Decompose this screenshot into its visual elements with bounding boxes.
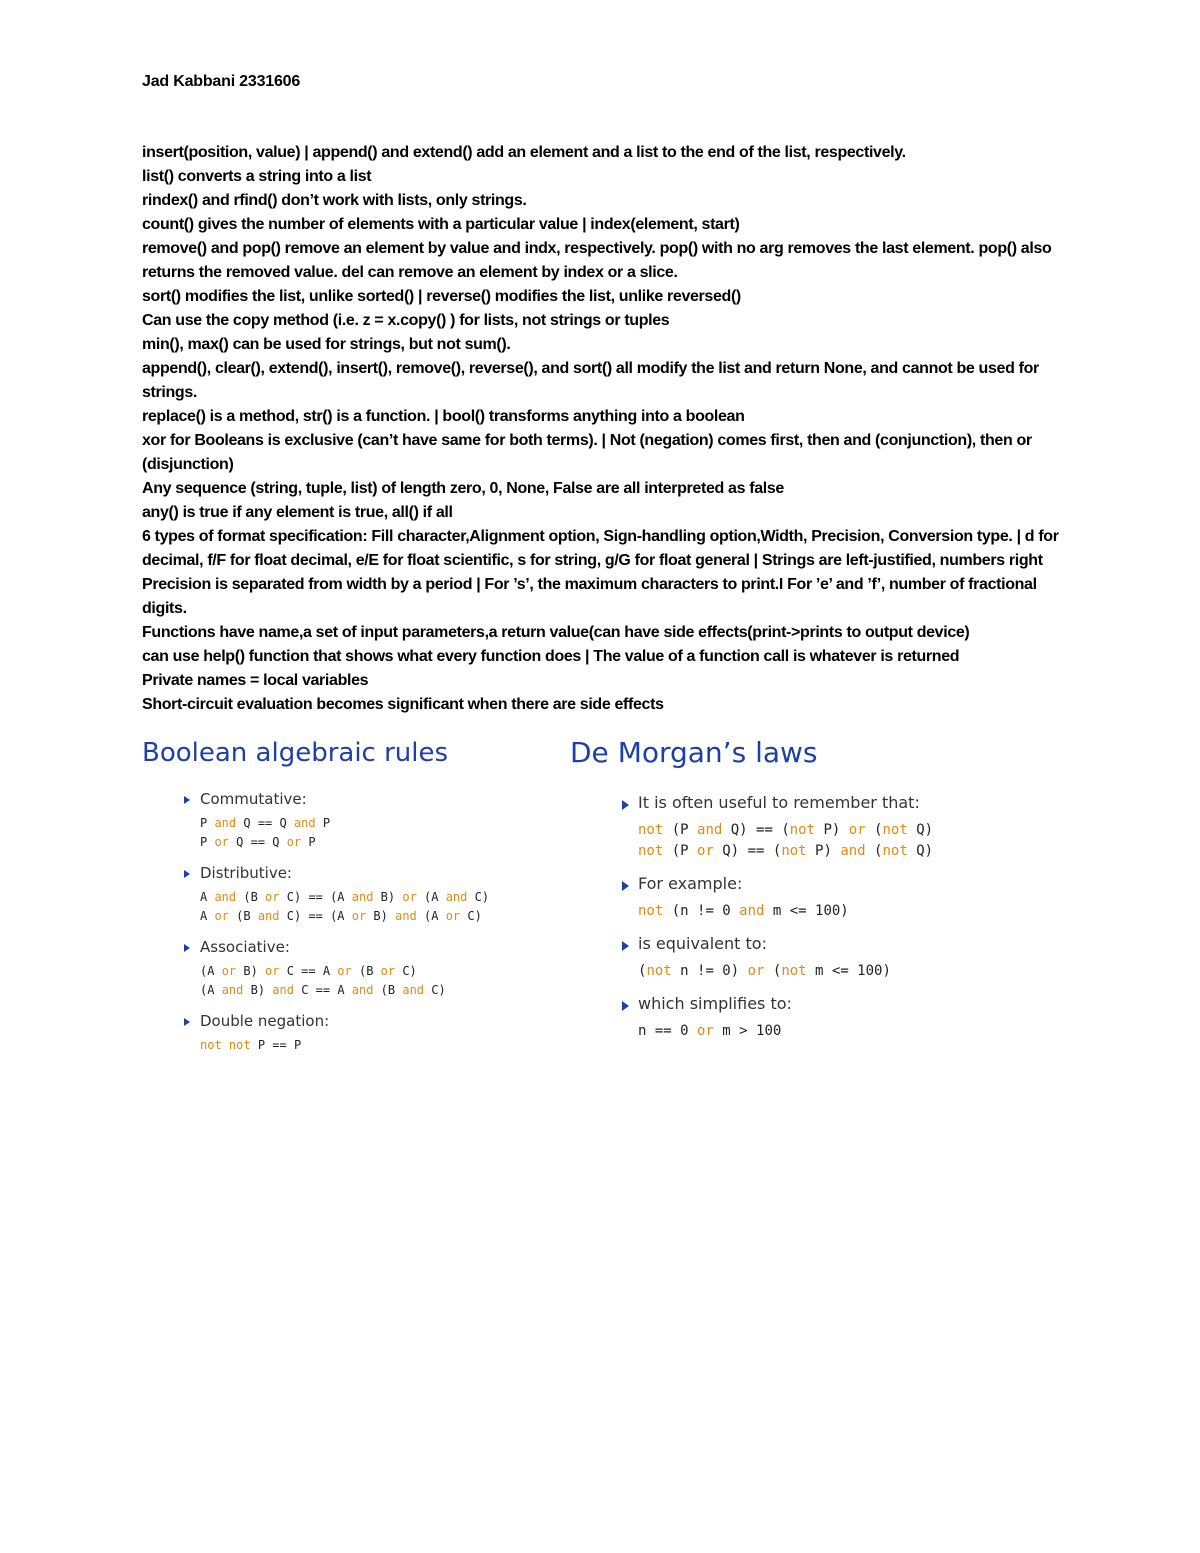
- bullet-triangle-icon: [184, 1018, 190, 1026]
- code-keyword: and: [214, 890, 237, 904]
- notes-block: [142, 141, 1062, 717]
- bullet-triangle-icon: [184, 870, 190, 878]
- note-line: list() converts a string into a list: [142, 168, 372, 185]
- code-line: A or (B and C) == (A or B) and (A or C): [200, 909, 482, 923]
- bullet-triangle-icon: [622, 1001, 629, 1011]
- code-keyword: or: [265, 890, 280, 904]
- boolean-rule-bullet-label: Distributive:: [200, 864, 292, 882]
- note-line: Precision is separated from width by a period | For ’s’, the maximum characters to print.I For ’e’ and ’f’, number of fractional digits.: [142, 576, 1037, 617]
- note-line: append(), clear(), extend(), insert(), remove(), reverse(), and sort() all modify the list and return None, and cannot be used for strings.: [142, 360, 1039, 401]
- note-line: rindex() and rfind() don’t work with lists, only strings.: [142, 192, 527, 209]
- code-line: not (P and Q) == (not P) or (not Q): [638, 822, 934, 838]
- de-morgan-bullet-label: is equivalent to:: [638, 934, 767, 953]
- code-keyword: or: [351, 909, 367, 923]
- note-line: min(), max() can be used for strings, but not sum().: [142, 336, 511, 353]
- code-keyword: not: [638, 822, 664, 838]
- bullet-triangle-icon: [622, 881, 629, 891]
- code-keyword: and: [445, 890, 468, 904]
- note-line: Private names = local variables: [142, 672, 369, 689]
- code-keyword: or: [697, 843, 714, 859]
- author-header: Jad Kabbani 2331606: [142, 73, 301, 90]
- bullet-triangle-icon: [184, 796, 190, 804]
- code-keyword: and: [402, 983, 425, 997]
- code-keyword: not: [200, 1038, 222, 1052]
- note-line: remove() and pop() remove an element by value and indx, respectively. pop() with no arg removes the last element. pop() also returns the removed value. del can remove an element by index or a slice.: [142, 240, 1052, 281]
- code-line: P and Q == Q and P: [200, 816, 331, 830]
- code-keyword: and: [293, 816, 316, 830]
- de-morgan-code-block: [638, 1021, 933, 1042]
- de-morgan-bullet: [622, 934, 933, 982]
- code-keyword: or: [848, 822, 866, 838]
- code-line: not (P or Q) == (not P) and (not Q): [638, 843, 934, 859]
- note-line: Functions have name,a set of input parameters,a return value(can have side effects(print->prints to output device): [142, 624, 970, 641]
- code-keyword: or: [221, 964, 237, 978]
- code-keyword: or: [214, 909, 229, 923]
- code-keyword: and: [351, 890, 374, 904]
- code-keyword: and: [840, 843, 866, 859]
- boolean-rule-code-block: [200, 962, 489, 1000]
- boolean-rule-bullet-label: Double negation:: [200, 1012, 330, 1030]
- code-keyword: or: [402, 890, 417, 904]
- boolean-rules-title: Boolean algebraic rules: [142, 738, 449, 768]
- code-keyword: not: [789, 822, 816, 838]
- code-keyword: and: [257, 909, 280, 923]
- de-morgan-code-block: [638, 901, 933, 922]
- de-morgan-bullet-label: For example:: [638, 874, 743, 893]
- de-morgan-bullet: [622, 874, 933, 922]
- code-keyword: or: [697, 1023, 714, 1039]
- code-line: not (n != 0 and m <= 100): [638, 903, 849, 919]
- bullet-triangle-icon: [184, 944, 190, 952]
- code-line: (A and B) and C == A and (B and C): [200, 983, 446, 997]
- code-keyword: and: [272, 983, 294, 997]
- code-keyword: or: [747, 963, 765, 979]
- code-line: (not n != 0) or (not m <= 100): [638, 963, 891, 979]
- code-line: n == 0 or m > 100: [638, 1023, 782, 1039]
- boolean-rule-bullet: [184, 864, 489, 926]
- de-morgan-code-block: [638, 820, 933, 862]
- note-line: 6 types of format specification: Fill character,Alignment option, Sign-handling option,Width, Precision, Conversion type. | d for decimal, f/F for float decimal, e/E for float scientific, s for string, g/G for float general | Strings are left-justified, numbers right: [142, 528, 1059, 569]
- code-keyword: not: [228, 1038, 251, 1052]
- code-line: P or Q == Q or P: [200, 835, 316, 849]
- code-line: (A or B) or C == A or (B or C): [200, 964, 417, 978]
- bullet-triangle-icon: [622, 941, 629, 951]
- code-keyword: and: [351, 983, 374, 997]
- code-keyword: not: [638, 903, 664, 919]
- code-line: not not P == P: [200, 1038, 302, 1052]
- de-morgan-code-block: [638, 961, 933, 982]
- boolean-rule-code-block: [200, 1036, 489, 1055]
- de-morgan-title: De Morgan’s laws: [570, 736, 818, 769]
- note-line: any() is true if any element is true, all() if all: [142, 504, 453, 521]
- code-keyword: and: [739, 903, 765, 919]
- code-keyword: not: [638, 843, 664, 859]
- note-line: xor for Booleans is exclusive (can’t have same for both terms). | Not (negation) comes first, then and (conjunction), then or (disjunction): [142, 432, 1032, 473]
- code-keyword: or: [214, 835, 229, 849]
- note-line: replace() is a method, str() is a function. | bool() transforms anything into a boolean: [142, 408, 745, 425]
- code-keyword: or: [380, 964, 396, 978]
- de-morgan-bullet: [622, 994, 933, 1042]
- note-line: Short-circuit evaluation becomes significant when there are side effects: [142, 696, 664, 713]
- code-keyword: and: [395, 909, 417, 923]
- code-keyword: not: [882, 843, 908, 859]
- note-line: Can use the copy method (i.e. z = x.copy() ) for lists, not strings or tuples: [142, 312, 670, 329]
- code-keyword: not: [781, 963, 807, 979]
- boolean-rule-bullet-label: Commutative:: [200, 790, 307, 808]
- code-keyword: or: [265, 964, 280, 978]
- code-keyword: or: [337, 964, 352, 978]
- note-line: insert(position, value) | append() and extend() add an element and a list to the end of the list, respectively.: [142, 144, 906, 161]
- code-keyword: and: [697, 822, 723, 838]
- de-morgan-list: [622, 793, 933, 1054]
- code-line: A and (B or C) == (A and B) or (A and C): [200, 890, 490, 904]
- code-keyword: and: [214, 816, 237, 830]
- code-keyword: not: [781, 843, 807, 859]
- note-line: can use help() function that shows what every function does | The value of a function call is whatever is returned: [142, 648, 960, 665]
- bullet-triangle-icon: [622, 800, 629, 810]
- code-keyword: or: [445, 909, 461, 923]
- boolean-rule-bullet: [184, 938, 489, 1000]
- boolean-rule-code-block: [200, 888, 489, 926]
- note-line: count() gives the number of elements with a particular value | index(element, start): [142, 216, 740, 233]
- boolean-rule-code-block: [200, 814, 489, 852]
- note-line: sort() modifies the list, unlike sorted() | reverse() modifies the list, unlike reversed(): [142, 288, 741, 305]
- de-morgan-bullet: [622, 793, 933, 862]
- code-keyword: not: [646, 963, 672, 979]
- boolean-rule-bullet-label: Associative:: [200, 938, 290, 956]
- boolean-rule-bullet: [184, 790, 489, 852]
- de-morgan-bullet-label: which simplifies to:: [638, 994, 792, 1013]
- code-keyword: or: [286, 835, 302, 849]
- code-keyword: not: [882, 822, 908, 838]
- boolean-rule-bullet: [184, 1012, 489, 1055]
- code-keyword: and: [221, 983, 244, 997]
- de-morgan-bullet-label: It is often useful to remember that:: [638, 793, 920, 812]
- note-line: Any sequence (string, tuple, list) of length zero, 0, None, False are all interpreted as false: [142, 480, 784, 497]
- boolean-rules-list: [184, 790, 489, 1067]
